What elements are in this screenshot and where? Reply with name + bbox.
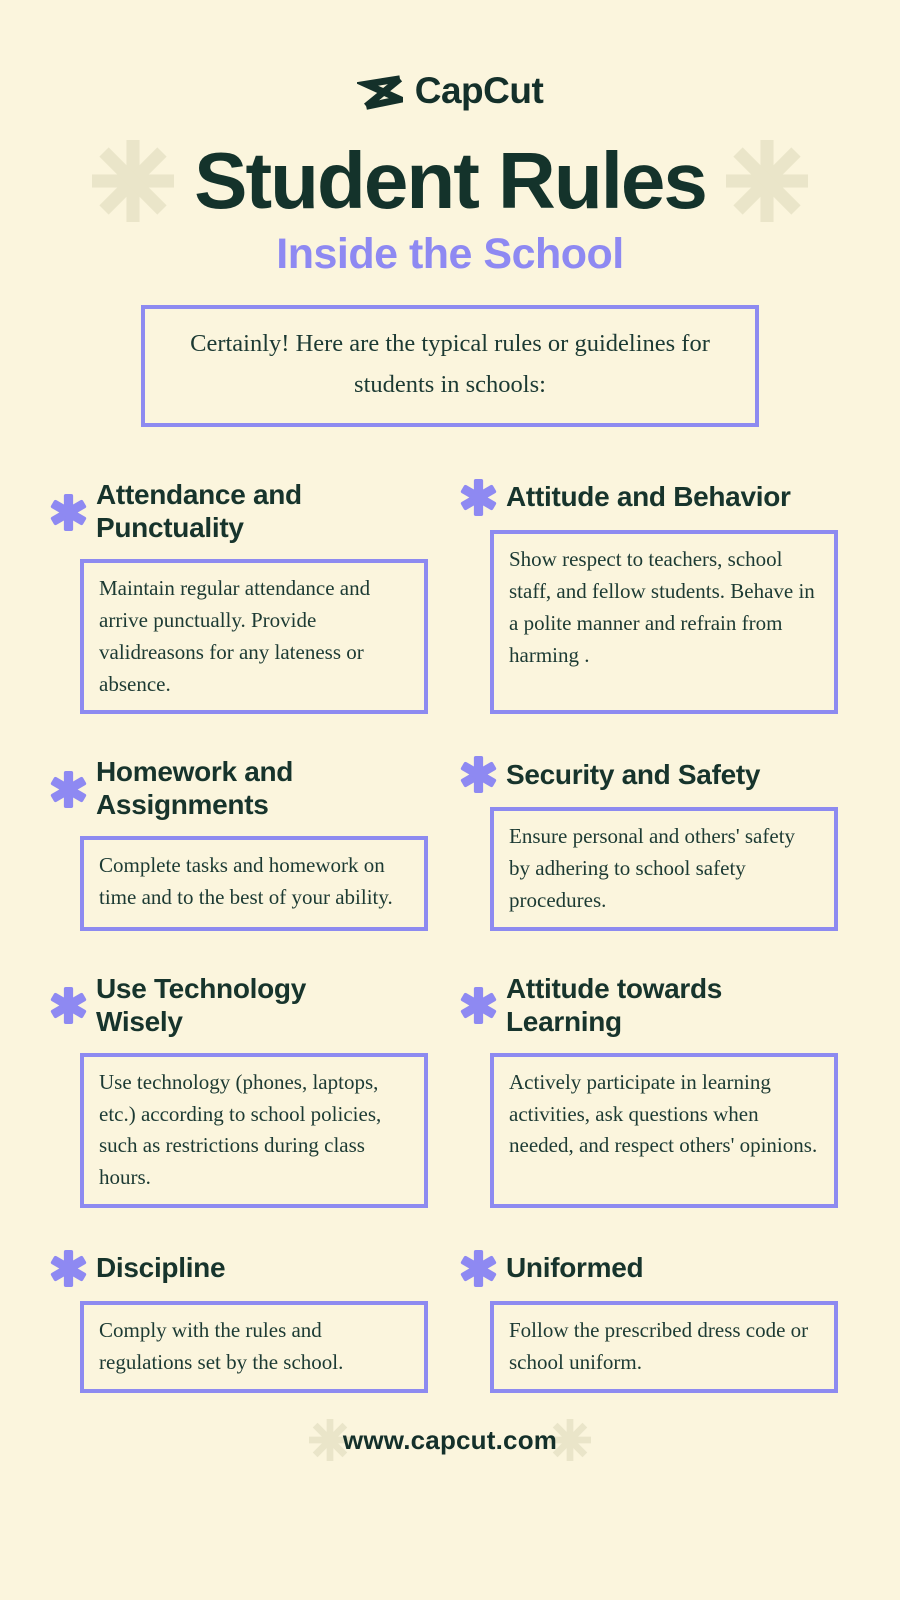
section-learning xyxy=(460,973,838,1208)
capcut-logo-text: CapCut xyxy=(414,70,544,111)
section-discipline xyxy=(50,1250,428,1393)
asterisk-icon xyxy=(460,479,497,516)
section-homework xyxy=(50,756,428,931)
asterisk-icon xyxy=(50,771,87,808)
section-title: Uniformed xyxy=(506,1252,644,1284)
section-body-text: Complete tasks and homework on time and to the best of your ability. xyxy=(99,852,393,909)
page-title: Student Rules xyxy=(194,136,706,225)
title-asterisk-left-icon xyxy=(92,140,174,222)
section-body-box xyxy=(490,807,838,931)
section-body-text: Comply with the rules and regulations set by the school. xyxy=(99,1318,344,1375)
asterisk-icon xyxy=(460,987,497,1024)
section-title: Use Technology Wisely xyxy=(96,973,306,1037)
title-block xyxy=(0,136,900,225)
section-body-text: Show respect to teachers, school staff, and fellow students. Behave in a polite manner and refrain from harming . xyxy=(509,547,815,668)
capcut-logo-icon xyxy=(357,70,403,112)
section-body-text: Maintain regular attendance and arrive punctually. Provide validreasons for any lateness or absence. xyxy=(99,575,371,696)
section-uniform xyxy=(460,1250,838,1393)
section-attitude-behavior xyxy=(460,479,838,714)
section-heading xyxy=(50,756,428,822)
section-body-text: Actively participate in learning activities, ask questions when needed, and respect others' opinions. xyxy=(509,1069,818,1158)
title-asterisk-right-icon xyxy=(726,140,808,222)
section-heading xyxy=(460,479,838,516)
section-attendance xyxy=(50,479,428,714)
asterisk-icon xyxy=(460,756,497,793)
asterisk-icon xyxy=(50,494,87,531)
section-heading xyxy=(50,973,428,1039)
section-title: Homework and Assignments xyxy=(96,756,294,821)
section-body-box xyxy=(490,1301,838,1393)
section-title: Security and Safety xyxy=(506,758,761,790)
section-security xyxy=(460,756,838,931)
intro-box xyxy=(141,305,759,427)
section-title: Attitude and Behavior xyxy=(506,481,791,513)
capcut-logo xyxy=(0,0,900,112)
page-subtitle: Inside the School xyxy=(276,230,624,278)
asterisk-icon xyxy=(460,1250,497,1287)
section-body-box xyxy=(80,1053,428,1209)
section-heading xyxy=(50,479,428,545)
section-body-text: Follow the prescribed dress code or school uniform. xyxy=(509,1318,809,1375)
section-technology xyxy=(50,973,428,1208)
section-heading xyxy=(460,756,838,793)
section-heading xyxy=(460,973,838,1039)
section-body-box xyxy=(490,1053,838,1209)
asterisk-icon xyxy=(50,1250,87,1287)
section-heading xyxy=(50,1250,428,1287)
section-body-box xyxy=(490,530,838,714)
section-body-box xyxy=(80,1301,428,1393)
section-body-box xyxy=(80,559,428,715)
section-heading xyxy=(460,1250,838,1287)
section-title: Attitude towards Learning xyxy=(506,973,723,1037)
asterisk-icon xyxy=(50,987,87,1024)
section-title: Attendance and Punctuality xyxy=(96,479,302,544)
sections-grid xyxy=(0,479,900,1393)
footer xyxy=(0,1419,900,1461)
intro-text: Certainly! Here are the typical rules or guidelines for students in schools: xyxy=(190,330,710,399)
section-title: Discipline xyxy=(96,1252,226,1284)
section-body-text: Ensure personal and others' safety by adhering to school safety procedures. xyxy=(509,824,796,913)
section-body-box xyxy=(80,836,428,931)
footer-url: www.capcut.com xyxy=(342,1424,558,1455)
section-body-text: Use technology (phones, laptops, etc.) according to school policies, such as restrictions during class hours. xyxy=(99,1069,382,1190)
